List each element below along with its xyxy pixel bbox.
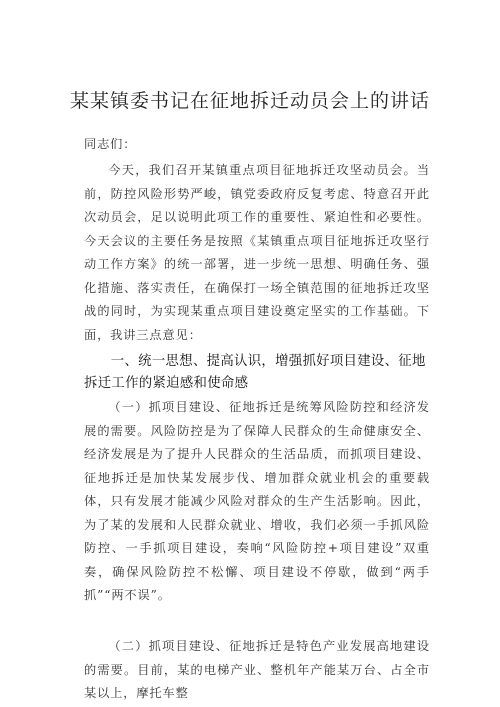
- salutation: 同志们：: [84, 137, 137, 151]
- opening-paragraph-block: [84, 159, 430, 347]
- section-heading-1: 一、统一思想、提高认识，增强抓好项目建设、征地拆迁工作的紧迫感和使命感: [84, 354, 426, 391]
- section-1-paragraph-2: （二）抓项目建设、征地拆迁是特色产业发展高地建设的需要。目前，某的电梯产业、整机年产能某万台、占全市某以上，摩托车整: [84, 639, 430, 700]
- section-1-paragraph-1: （一）抓项目建设、征地拆迁是统筹风险防控和经济发展的需要。风险防控是为了保障人民群众的生命健康安全、经济发展是为了提升人民群众的生活品质，而抓项目建设、征地拆迁是加快某发展步伐、增加群众就业机会的重要载体，只有发展才能减少风险对群众的生产生活影响。因此，为了某的发展和人民群众就业、增收，我们必须一手抓风险防控、一手抓项目建设，奏响“风险防控+项目建设”双重奏，确保风险防控不松懈、项目建设不停歇，做到“两手抓”“两不误”。: [84, 400, 430, 602]
- opening-paragraph: 今天，我们召开某镇重点项目征地拆迁攻坚动员会。当前，防控风险形势严峻，镇党委政府反复考虑、特意召开此次动员会，足以说明此项工作的重要性、紧迫性和必要性。今天会议的主要任务是按照《某镇重点项目征地拆迁攻坚行动工作方案》的统一部署，进一步统一思想、明确任务、强化措施、落实责任，在确保打一场全镇范围的征地拆迁攻坚战的同时，为实现某重点项目建设奠定坚实的工作基础。下面，我讲三点意见：: [84, 163, 430, 342]
- section-1-paragraph-1-block: [84, 396, 430, 608]
- section-1-paragraph-2-block: [84, 635, 430, 706]
- document-title: 某某镇委书记在征地拆迁动员会上的讲话: [69, 90, 430, 112]
